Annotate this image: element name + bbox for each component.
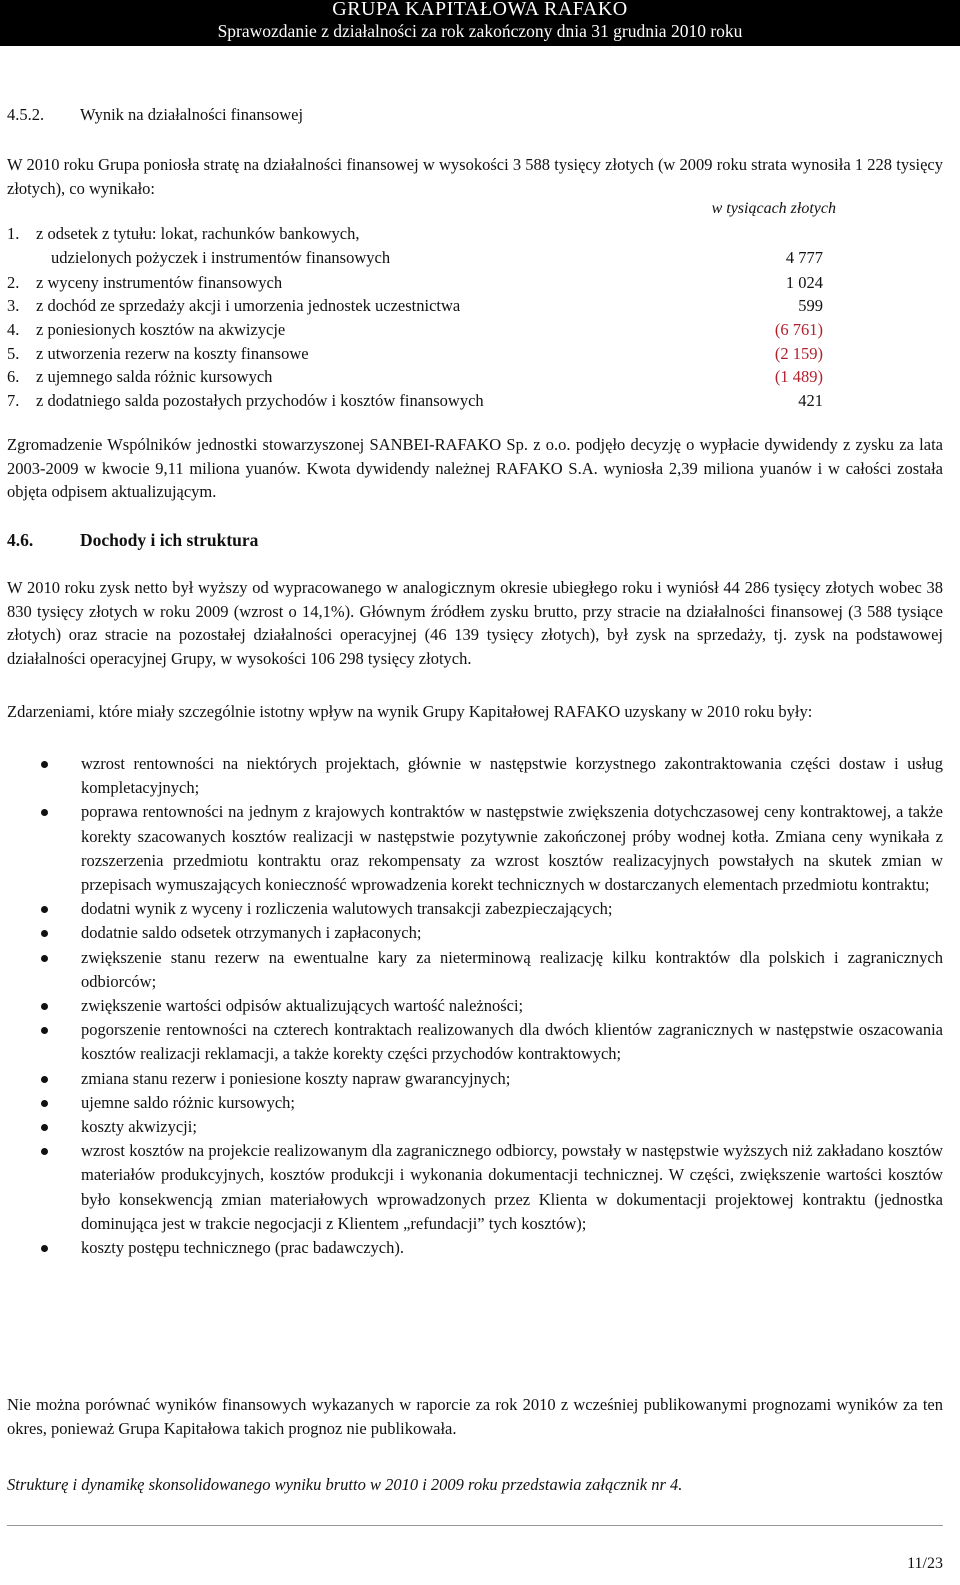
item-value-negative: (2 159) [774, 344, 823, 363]
item-text: z ujemnego salda różnic kursowych [36, 367, 273, 386]
financial-item [7, 318, 823, 342]
bullet-item [7, 1115, 943, 1139]
financial-item [7, 389, 823, 413]
bullet-item [7, 1018, 943, 1066]
bullet-icon [41, 809, 48, 816]
bullet-item [7, 800, 943, 897]
page-header [0, 0, 960, 46]
bullet-icon [41, 955, 48, 962]
item-value-negative: (1 489) [774, 367, 823, 386]
item-text: z dodatniego salda pozostałych przychodów i kosztów finansowych [36, 391, 484, 410]
item-value: 1 024 [785, 273, 823, 292]
section-title: Wynik na działalności finansowej [80, 105, 304, 124]
item-number: 5. [7, 344, 20, 363]
bullet-item [7, 946, 943, 994]
item-text: z dochód ze sprzedaży akcji i umorzenia jednostek uczestnictwa [36, 296, 461, 315]
bullet-text: koszty postępu technicznego (prac badawczych). [81, 1238, 404, 1258]
bullet-item [7, 1091, 943, 1115]
item-number: 7. [7, 391, 20, 410]
dividend-note-paragraph: Zgromadzenie Wspólników jednostki stowarzyszonej SANBEI-RAFAKO Sp. z o.o. podjęło decyzję o wypłacie dywidendy z zysku za lata 2003-2009 w kwocie 9,11 miliona yuanów. Kwota dywidendy należnej RAFAKO S.A. wyniosła 2,39 miliona yuanów i w całości została objęta odpisem aktualizującym. [7, 435, 943, 501]
bullet-text: zwiększenie wartości odpisów aktualizujących wartość należności; [81, 996, 524, 1016]
bullet-icon [41, 1245, 48, 1252]
section-number: 4.5.2. [7, 105, 45, 124]
item-number: 1. [7, 224, 20, 243]
header-subtitle: Sprawozdanie z działalności za rok zakończony dnia 31 grudnia 2010 roku [217, 21, 743, 41]
section-title: Dochody i ich struktura [80, 530, 259, 550]
section-number: 4.6. [7, 530, 34, 550]
bullet-icon [41, 1124, 48, 1131]
bullet-icon [41, 906, 48, 913]
financial-item [7, 271, 823, 295]
forecast-paragraph: Nie można porównać wyników finansowych wykazanych w raporcie za rok 2010 z wcześniej publikowanymi prognozami wyników za ten okres, ponieważ Grupa Kapitałowa takich prognoz nie publikowała. [7, 1395, 943, 1438]
attachment-reference: Strukturę i dynamikę skonsolidowanego wyniku brutto w 2010 i 2009 roku przedstawia załącznik nr 4. [7, 1475, 683, 1494]
item-text: z odsetek z tytułu: lokat, rachunków bankowych, [36, 224, 360, 243]
bullet-icon [41, 1003, 48, 1010]
bullet-text: zmiana stanu rezerw i poniesione koszty napraw gwarancyjnych; [81, 1068, 511, 1088]
item-text: z utworzenia rezerw na koszty finansowe [36, 344, 309, 363]
bullet-text: poprawa rentowności na jednym z krajowych kontraktów w następstwie zwiększenia dotychczasowej ceny kontraktowej, a także korekty szacowanych kosztów realizacji w następstwie pozytywnie zakończonej próby wodnej kotła. Zmiana ceny wynikała z rozszerzenia przedmiotu kontraktu oraz rekompensaty za wzrost kosztów realizacyjnych powstałych na skutek zmian w przepisach wymuszających konieczność wprowadzenia korekt technicznych w dostarczanych elementach przedmiotu kontraktu; [81, 802, 943, 895]
item-number: 3. [7, 296, 20, 315]
bullet-text: dodatni wynik z wyceny i rozliczenia walutowych transakcji zabezpieczających; [81, 899, 613, 919]
item-text-cont: udzielonych pożyczek i instrumentów finansowych [51, 248, 391, 267]
item-text: z poniesionych kosztów na akwizycje [36, 320, 286, 339]
item-text: z wyceny instrumentów finansowych [36, 273, 283, 292]
financial-item [7, 342, 823, 366]
unit-label: w tysiącach złotych [711, 200, 836, 217]
financial-item [7, 365, 823, 389]
intro-paragraph: W 2010 roku Grupa poniosła stratę na działalności finansowej w wysokości 3 588 tysięcy złotych (w 2009 roku strata wynosiła 1 228 tysięcy złotych), co wynikało: [7, 155, 943, 198]
bullet-icon [41, 1148, 48, 1155]
bullet-item [7, 921, 943, 945]
bullet-icon [41, 761, 48, 768]
header-title: GRUPA KAPITAŁOWA RAFAKO [332, 0, 628, 20]
item-value: 4 777 [785, 248, 823, 267]
bullet-text: dodatnie saldo odsetek otrzymanych i zapłaconych; [81, 923, 422, 943]
item-value: 599 [798, 296, 823, 315]
footer-divider [7, 1525, 943, 1526]
item-number: 2. [7, 273, 20, 292]
section-452-heading [7, 105, 304, 125]
bullet-text: koszty akwizycji; [81, 1117, 197, 1137]
bullet-icon [41, 1027, 48, 1034]
bullet-item [7, 897, 943, 921]
financial-item [7, 294, 823, 318]
bullet-text: pogorszenie rentowności na czterech kontraktach realizowanych dla dwóch klientów zagranicznych w następstwie oszacowania kosztów realizacji reklamacji, a także korekty części przychodów kontraktowych; [81, 1020, 943, 1064]
bullet-icon [41, 930, 48, 937]
item-number: 6. [7, 367, 20, 386]
item-value-negative: (6 761) [774, 320, 823, 339]
bullet-icon [41, 1076, 48, 1083]
events-intro-paragraph: Zdarzeniami, które miały szczególnie istotny wpływ na wynik Grupy Kapitałowej RAFAKO uzyskany w 2010 roku były: [7, 702, 813, 721]
item-value: 421 [798, 391, 823, 410]
bullet-text: wzrost kosztów na projekcie realizowanym dla zagranicznego odbiorcy, powstały w następstwie wyższych niż zakładano kosztów materiałów produkcyjnych, kosztów produkcji i wykonania dokumentacji technicznej. W części, zwiększenie wartości kosztów było konsekwencją zmian materiałowych wprowadzonych przez Klienta w dokumentacji projektowej kontraktu (jednostka dominująca jest w trakcie negocjacji z Klientem „refundacji” tych kosztów); [81, 1141, 943, 1233]
bullet-text: ujemne saldo różnic kursowych; [81, 1092, 295, 1112]
bullet-icon [41, 1100, 48, 1107]
bullet-item [7, 1067, 943, 1091]
net-profit-paragraph: W 2010 roku zysk netto był wyższy od wypracowanego w analogicznym okresie ubiegłego roku i wyniósł 44 286 tysięcy złotych wobec 38 830 tysięcy złotych w roku 2009 (wzrost o 14,1%). Głównym źródłem zysku brutto, przy stracie na działalności finansowej (3 588 tysiące złotych) oraz stracie na pozostałej działalności operacyjnej (46 139 tysięcy złotych), był zysk na sprzedaży, tj. zysk na podstawowej działalności operacyjnej Grupy, w wysokości 106 298 tysięcy złotych. [7, 578, 943, 668]
financial-item [7, 222, 823, 270]
bullet-item [7, 994, 943, 1018]
page-number: 11/23 [907, 1555, 943, 1572]
bullet-item [7, 752, 943, 800]
item-number: 4. [7, 320, 20, 339]
bullet-text: wzrost rentowności na niektórych projektach, głównie w następstwie korzystnego zakontraktowania części dostaw i usług kompletacyjnych; [81, 754, 943, 798]
bullet-item [7, 1236, 943, 1260]
events-bullet-list [7, 752, 943, 1260]
bullet-item [7, 1139, 943, 1236]
bullet-text: zwiększenie stanu rezerw na ewentualne kary za nieterminową realizację kilku kontraktów dla polskich i zagranicznych odbiorców; [81, 947, 943, 991]
